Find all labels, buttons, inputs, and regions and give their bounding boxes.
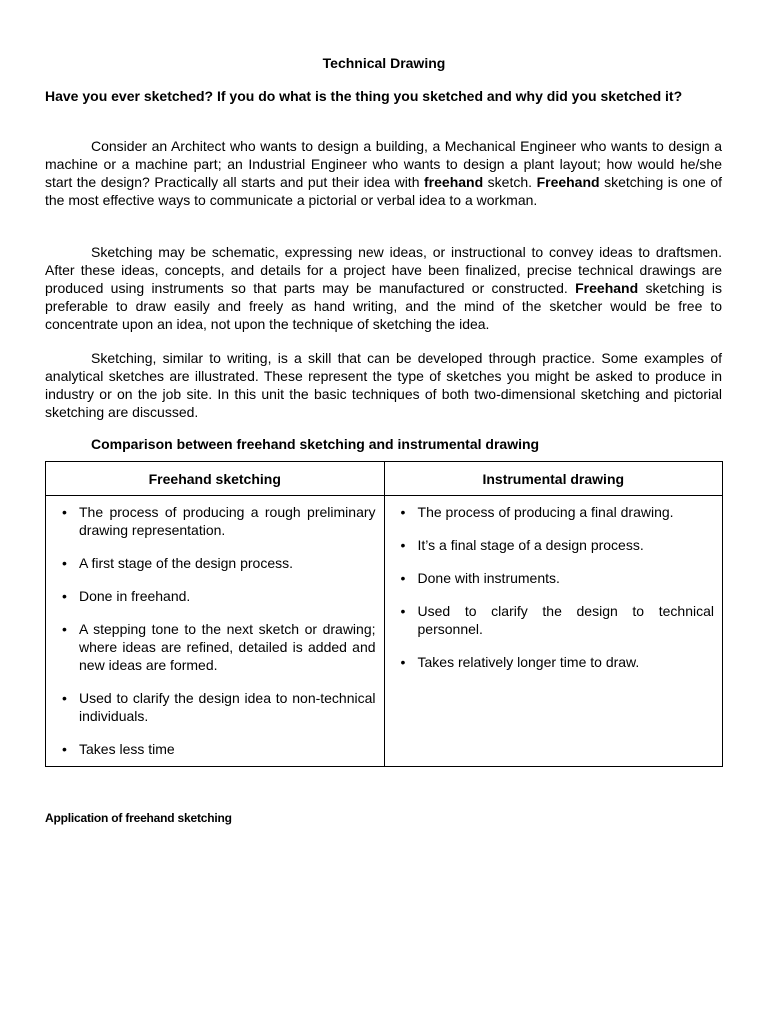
table-row	[46, 496, 723, 767]
bullet-icon: •	[62, 555, 67, 571]
bullet-icon: •	[400, 603, 406, 619]
list-item-text: Done with instruments.	[417, 570, 560, 586]
bullet-icon: •	[62, 588, 67, 604]
list-item-text: Used to clarify the design to technical personnel.	[417, 603, 714, 637]
list-item-text: Done in freehand.	[79, 588, 191, 604]
list-item-text: The process of producing a final drawing.	[417, 504, 674, 520]
list-item-text: Takes less time	[79, 741, 175, 757]
list-item	[54, 503, 376, 539]
list-item-text: A first stage of the design process.	[79, 555, 294, 571]
bold-term: freehand	[424, 174, 484, 190]
bullet-icon: •	[62, 621, 67, 637]
bullet-icon: •	[62, 504, 67, 520]
list-item-text: The process of producing a rough preliminary drawing representation.	[79, 504, 376, 538]
bullet-icon: •	[400, 570, 406, 586]
paragraph-text: Consider an Architect who wants to design a building, a Mechanical Engineer who wants to design a machine or a machine part; an Industrial Engineer who wants to design a plant layout; how would he/she start the design? Practically all starts and put their idea with	[45, 138, 722, 190]
list-item	[54, 689, 376, 725]
comparison-table	[45, 461, 723, 767]
bullet-icon: •	[62, 741, 67, 757]
paragraph-text: sketch.	[483, 174, 537, 190]
list-item	[393, 536, 714, 554]
list-item	[54, 587, 376, 605]
list-item-text: A stepping tone to the next sketch or drawing; where ideas are refined, detailed is added and new ideas are formed.	[79, 621, 376, 673]
bold-term: Freehand	[536, 174, 600, 190]
freehand-cell	[46, 496, 385, 767]
column-header-instrumental: Instrumental drawing	[384, 462, 722, 496]
list-item	[393, 602, 714, 638]
list-item-text: It’s a final stage of a design process.	[417, 537, 644, 553]
instrumental-cell	[384, 496, 722, 767]
bullet-icon: •	[62, 690, 67, 706]
list-item	[393, 653, 714, 671]
paragraph-text: sketching is preferable to draw easily and freely as hand writing, and the mind of the sketcher would be free to concentrate upon an idea, not upon the technique of sketching the idea.	[45, 280, 722, 332]
list-item	[54, 620, 376, 674]
paragraph-text: Sketching may be schematic, expressing new ideas, or instructional to convey ideas to draftsmen. After these ideas, concepts, and details for a project have been finalized, precise technical drawings are produced using instruments so that parts may be manufactured or constructed.	[45, 244, 722, 296]
comparison-heading: Comparison between freehand sketching and instrumental drawing	[91, 436, 540, 452]
document-title: Technical Drawing	[322, 55, 446, 71]
instrumental-list	[393, 503, 714, 671]
column-header-freehand: Freehand sketching	[46, 462, 385, 496]
bold-term: Freehand	[575, 280, 639, 296]
list-item	[393, 569, 714, 587]
table-header-row	[46, 462, 723, 496]
paragraph-sketching-types	[45, 243, 722, 333]
list-item	[54, 554, 376, 572]
list-item	[54, 740, 376, 758]
paragraph-text: sketching is one of the most effective ways to communicate a pictorial or verbal idea to a workman.	[45, 174, 722, 208]
list-item	[393, 503, 714, 521]
paragraph-sketching-skill: Sketching, similar to writing, is a skill that can be developed through practice. Some examples of analytical sketches are illustrated. These represent the type of sketches you might be asked to produce in industry or on the job site. In this unit the basic techniques of both two-dimensional sketching and pictorial sketching are discussed.	[45, 350, 722, 420]
bullet-icon: •	[400, 654, 406, 670]
bullet-icon: •	[400, 504, 406, 520]
bullet-icon: •	[400, 537, 406, 553]
application-heading: Application of freehand sketching	[45, 811, 232, 825]
list-item-text: Takes relatively longer time to draw.	[417, 654, 640, 670]
paragraph-intro	[45, 137, 722, 209]
list-item-text: Used to clarify the design idea to non-technical individuals.	[79, 690, 376, 724]
freehand-list	[54, 503, 376, 758]
opening-question: Have you ever sketched? If you do what is the thing you sketched and why did you sketched it?	[45, 88, 683, 104]
